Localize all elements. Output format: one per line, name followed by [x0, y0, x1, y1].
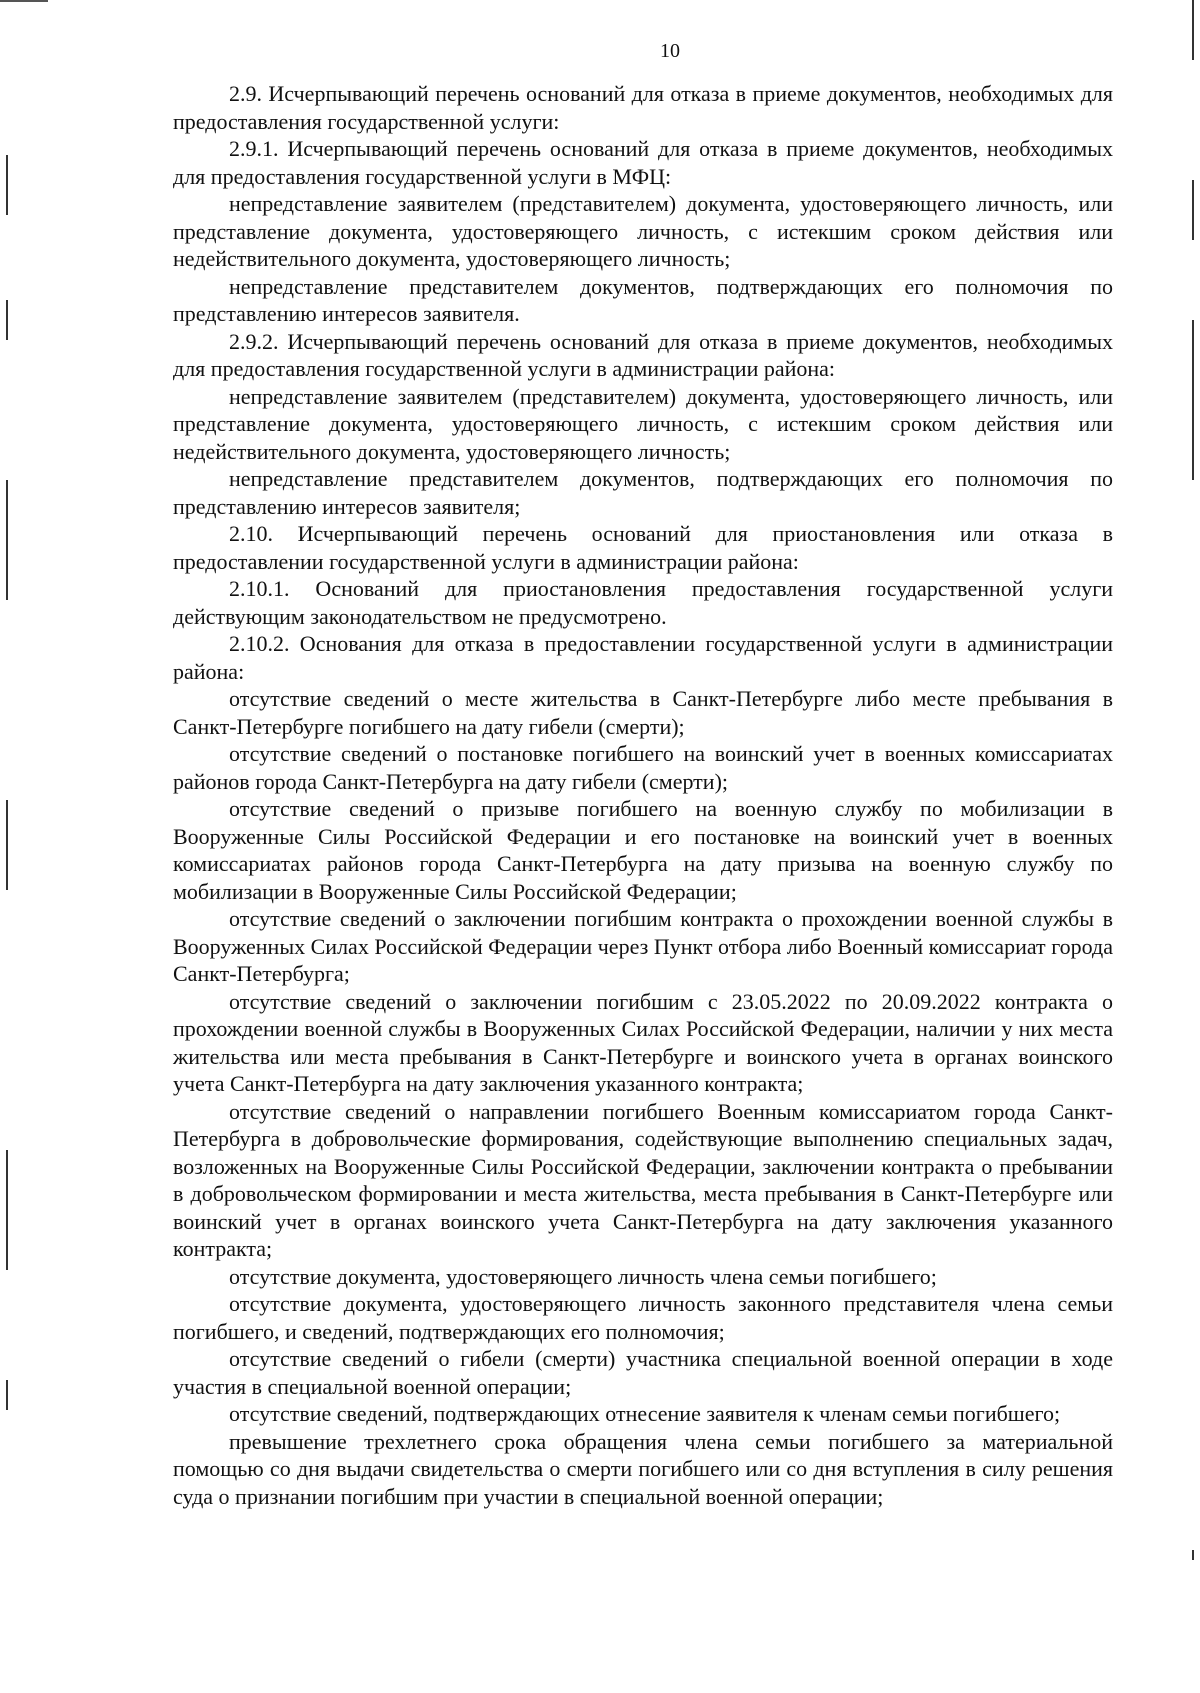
scan-edge-mark: [6, 1150, 8, 1270]
paragraph-2-10-2: 2.10.2. Основания для отказа в предоставлении государственной услуги в администрации района:: [173, 631, 1113, 684]
paragraph-item: непредставление заявителем (представителем) документа, удостоверяющего личность, или представление документа, удостоверяющего личность, с истекшим сроком действия или недействительного документа, удостоверяющего личность;: [173, 383, 1113, 464]
paragraph-2-10-1: 2.10.1. Оснований для приостановления предоставления государственной услуги действующим законодательством не предусмотрено.: [173, 576, 1113, 629]
paragraph-item: отсутствие сведений о гибели (смерти) участника специальной военной операции в ходе участия в специальной военной операции;: [173, 1346, 1113, 1399]
paragraph-item: отсутствие сведений о направлении погибшего Военным комиссариатом города Санкт-Петербурга в добровольческие формирования, содействующие выполнению специальных задач, возложенных на Вооруженные Силы Российской Федерации, заключении контракта о пребывании в добровольческом формировании и места жительства, места пребывания в Санкт-Петербурге или воинский учет в органах воинского учета Санкт-Петербурга на дату заключения указанного контракта;: [173, 1098, 1113, 1261]
scan-edge-mark: [6, 1380, 8, 1410]
scan-edge-mark: [1192, 1550, 1194, 1560]
scan-edge-mark: [6, 300, 8, 340]
paragraph-item: непредставление заявителем (представителем) документа, удостоверяющего личность, или представление документа, удостоверяющего личность, с истекшим сроком действия или недействительного документа, удостоверяющего личность;: [173, 191, 1113, 271]
paragraph-item: отсутствие сведений о заключении погибшим с 23.05.2022 по 20.09.2022 контракта о прохождении военной службы в Вооруженных Силах Российской Федерации, наличии у них места жительства или места пребывания в Санкт-Петербурге и воинского учета в органах воинского учета Санкт-Петербурга на дату заключения указанного контракта;: [173, 988, 1113, 1096]
paragraph-item: превышение трехлетнего срока обращения члена семьи погибшего за материальной помощью со дня выдачи свидетельства о смерти погибшего или со дня вступления в силу решения суда о признании погибшим при участии в специальной военной операции;: [173, 1428, 1113, 1509]
paragraph-item: отсутствие сведений о постановке погибшего на воинский учет в военных комиссариатах районов города Санкт-Петербурга на дату гибели (смерти);: [173, 741, 1113, 794]
scan-corner-mark: [0, 0, 48, 2]
scan-edge-mark: [1192, 180, 1194, 240]
paragraph-2-9-1: 2.9.1. Исчерпывающий перечень оснований для отказа в приеме документов, необходимых для предоставления государственной услуги в МФЦ:: [173, 136, 1113, 189]
paragraph-2-9-2: 2.9.2. Исчерпывающий перечень оснований для отказа в приеме документов, необходимых для предоставления государственной услуги в администрации района:: [173, 328, 1113, 381]
paragraph-item: отсутствие документа, удостоверяющего личность законного представителя члена семьи погибшего, и сведений, подтверждающих его полномочия;: [173, 1291, 1113, 1344]
paragraph-item: непредставление представителем документов, подтверждающих его полномочия по представлению интересов заявителя.: [173, 273, 1113, 326]
page-number: 10: [660, 40, 680, 62]
paragraph-item: отсутствие сведений о месте жительства в Санкт-Петербурге либо месте пребывания в Санкт-Петербурге погибшего на дату гибели (смерти);: [173, 686, 1113, 739]
paragraph-item: отсутствие сведений о заключении погибшим контракта о прохождении военной службы в Вооруженных Силах Российской Федерации через Пункт отбора либо Военный комиссариат города Санкт-Петербурга;: [173, 906, 1113, 986]
scan-edge-mark: [6, 155, 8, 215]
document-body: [173, 80, 1113, 1510]
paragraph-2-10: 2.10. Исчерпывающий перечень оснований для приостановления или отказа в предоставлении государственной услуги в администрации района:: [173, 521, 1113, 574]
paragraph-item: отсутствие сведений, подтверждающих отнесение заявителя к членам семьи погибшего;: [229, 1401, 1061, 1426]
paragraph-item: непредставление представителем документов, подтверждающих его полномочия по представлению интересов заявителя;: [173, 466, 1113, 519]
scan-edge-mark: [6, 480, 8, 600]
paragraph-2-9: 2.9. Исчерпывающий перечень оснований для отказа в приеме документов, необходимых для предоставления государственной услуги:: [173, 81, 1113, 134]
paragraph-item: отсутствие сведений о призыве погибшего на военную службу по мобилизации в Вооруженные Силы Российской Федерации и его постановке на воинский учет в военных комиссариатах районов города Санкт-Петербурга на дату призыва на военную службу по мобилизации в Вооруженные Силы Российской Федерации;: [173, 796, 1113, 904]
scan-edge-mark: [1192, 320, 1194, 480]
paragraph-item: отсутствие документа, удостоверяющего личность члена семьи погибшего;: [229, 1263, 937, 1289]
scan-edge-mark: [6, 800, 8, 890]
